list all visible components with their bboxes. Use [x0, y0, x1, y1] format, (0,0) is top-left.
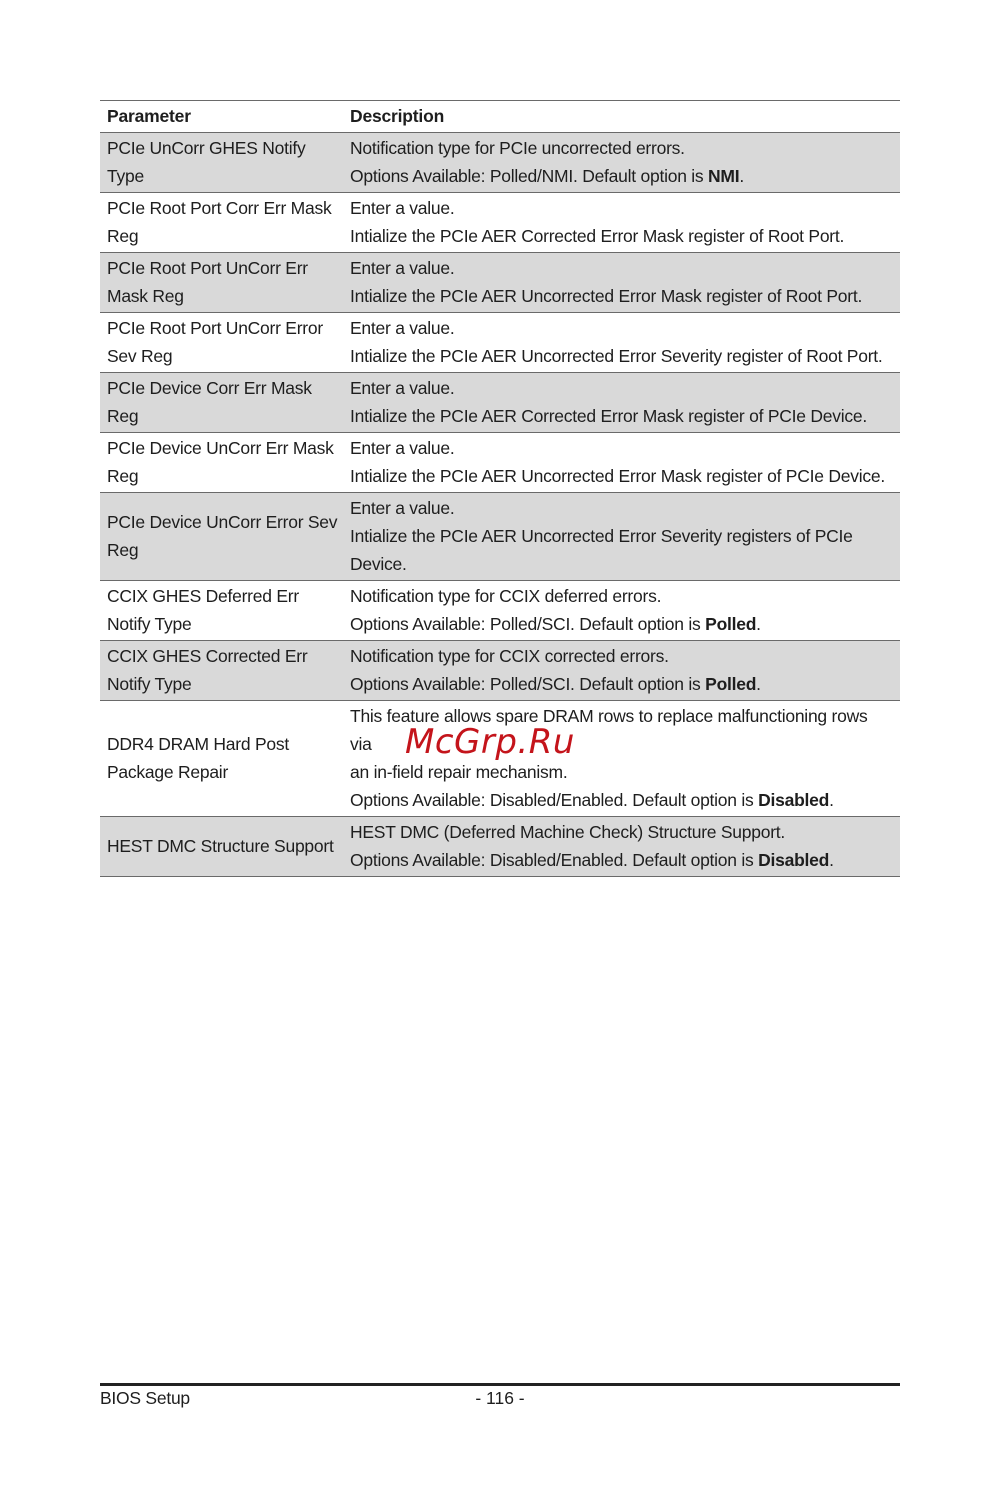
description-line	[350, 758, 892, 786]
description-line	[350, 282, 892, 310]
footer-page-number: - 116 -	[475, 1388, 525, 1408]
description-text: This feature allows spare DRAM rows to replace malfunctioning rows via	[350, 706, 868, 754]
header-parameter: Parameter	[107, 106, 191, 126]
description-line	[350, 254, 892, 282]
description-text: Enter a value.	[350, 498, 455, 518]
parameter-name-line: CCIX GHES Corrected Err	[107, 646, 308, 666]
table-row	[100, 253, 900, 313]
description-cell	[343, 133, 900, 193]
default-option-value: Polled	[705, 674, 757, 694]
parameter-cell	[100, 433, 343, 493]
description-text: Options Available: Disabled/Enabled. Default option is	[350, 850, 759, 870]
footer-divider	[100, 1383, 900, 1386]
description-line	[350, 162, 892, 190]
parameter-cell	[100, 313, 343, 373]
parameter-name-line: Reg	[107, 540, 139, 560]
parameter-name-line: Mask Reg	[107, 286, 184, 306]
description-line	[350, 134, 892, 162]
parameter-name-line: Notify Type	[107, 614, 192, 634]
description-text: Options Available: Polled/NMI. Default option is	[350, 166, 709, 186]
parameter-name-line: Reg	[107, 466, 139, 486]
description-line	[350, 314, 892, 342]
description-line	[350, 194, 892, 222]
table-row	[100, 373, 900, 433]
description-line	[350, 402, 892, 430]
parameter-cell	[100, 373, 343, 433]
parameter-name-line: Reg	[107, 226, 139, 246]
parameter-name-line: PCIe Device UnCorr Error Sev	[107, 512, 338, 532]
description-text: Intialize the PCIe AER Uncorrected Error Severity registers of PCIe	[350, 526, 853, 546]
description-text: Enter a value.	[350, 318, 455, 338]
bios-parameter-table-container	[100, 100, 900, 877]
parameter-name-line: PCIe Root Port UnCorr Err	[107, 258, 308, 278]
parameter-cell	[100, 641, 343, 701]
description-line	[350, 670, 892, 698]
description-text: Intialize the PCIe AER Uncorrected Error Severity register of Root Port.	[350, 346, 883, 366]
description-line	[350, 462, 892, 490]
table-row	[100, 817, 900, 877]
description-line	[350, 610, 892, 638]
description-line	[350, 522, 892, 550]
description-cell	[343, 193, 900, 253]
description-line	[350, 434, 892, 462]
description-text: Device.	[350, 554, 407, 574]
description-text-trailing: .	[756, 614, 761, 634]
description-line	[350, 582, 892, 610]
parameter-cell	[100, 253, 343, 313]
description-text: Intialize the PCIe AER Uncorrected Error Mask register of Root Port.	[350, 286, 863, 306]
parameter-cell	[100, 133, 343, 193]
parameter-name-line: Sev Reg	[107, 346, 173, 366]
table-body	[100, 133, 900, 877]
table-header-row	[100, 101, 900, 133]
parameter-name-line: DDR4 DRAM Hard Post	[107, 734, 289, 754]
description-cell	[343, 817, 900, 877]
description-text-trailing: .	[829, 790, 834, 810]
description-line	[350, 374, 892, 402]
description-line	[350, 786, 892, 814]
parameter-name-line: HEST DMC Structure Support	[107, 836, 334, 856]
table-row	[100, 493, 900, 581]
parameter-name-line: PCIe Root Port UnCorr Error	[107, 318, 323, 338]
description-text: Notification type for CCIX deferred errors.	[350, 586, 662, 606]
description-line	[350, 342, 892, 370]
description-cell	[343, 641, 900, 701]
parameter-name-line: PCIe Root Port Corr Err Mask	[107, 198, 332, 218]
description-cell	[343, 581, 900, 641]
description-cell	[343, 313, 900, 373]
parameter-name-line: PCIe Device Corr Err Mask	[107, 378, 312, 398]
description-text: Notification type for CCIX corrected errors.	[350, 646, 669, 666]
description-text: Intialize the PCIe AER Corrected Error Mask register of PCIe Device.	[350, 406, 867, 426]
parameter-name-line: PCIe UnCorr GHES Notify	[107, 138, 306, 158]
parameter-name-line: CCIX GHES Deferred Err	[107, 586, 299, 606]
table-row	[100, 313, 900, 373]
parameter-name-line: Package Repair	[107, 762, 229, 782]
description-text-trailing: .	[756, 674, 761, 694]
parameter-cell	[100, 493, 343, 581]
description-cell	[343, 253, 900, 313]
table-row	[100, 433, 900, 493]
description-line	[350, 846, 892, 874]
description-text: Intialize the PCIe AER Corrected Error Mask register of Root Port.	[350, 226, 845, 246]
description-text: Enter a value.	[350, 258, 455, 278]
watermark-logo: McGrp.Ru	[405, 722, 575, 762]
parameter-name-line: PCIe Device UnCorr Err Mask	[107, 438, 334, 458]
description-text: Options Available: Polled/SCI. Default option is	[350, 674, 706, 694]
description-text: HEST DMC (Deferred Machine Check) Structure Support.	[350, 822, 786, 842]
parameter-cell	[100, 701, 343, 817]
footer-section-title: BIOS Setup	[100, 1388, 190, 1408]
description-text: Enter a value.	[350, 438, 455, 458]
description-text: an in-field repair mechanism.	[350, 762, 568, 782]
default-option-value: NMI	[708, 166, 740, 186]
table-header	[100, 101, 900, 133]
parameter-cell	[100, 193, 343, 253]
table-row	[100, 641, 900, 701]
table-row	[100, 133, 900, 193]
table-row	[100, 581, 900, 641]
description-line	[350, 494, 892, 522]
table-row	[100, 701, 900, 817]
description-cell	[343, 373, 900, 433]
description-text: Enter a value.	[350, 378, 455, 398]
description-text: Options Available: Disabled/Enabled. Default option is	[350, 790, 759, 810]
description-text: Notification type for PCIe uncorrected errors.	[350, 138, 685, 158]
description-line	[350, 818, 892, 846]
description-text-trailing: .	[739, 166, 744, 186]
description-cell	[343, 433, 900, 493]
description-line	[350, 222, 892, 250]
header-description: Description	[350, 106, 445, 126]
description-line	[350, 550, 892, 578]
default-option-value: Polled	[705, 614, 757, 634]
default-option-value: Disabled	[758, 790, 830, 810]
bios-parameter-table	[100, 100, 900, 877]
parameter-name-line: Reg	[107, 406, 139, 426]
description-text: Intialize the PCIe AER Uncorrected Error Mask register of PCIe Device.	[350, 466, 885, 486]
description-text: Options Available: Polled/SCI. Default option is	[350, 614, 706, 634]
parameter-name-line: Notify Type	[107, 674, 192, 694]
description-cell	[343, 493, 900, 581]
description-text: Enter a value.	[350, 198, 455, 218]
default-option-value: Disabled	[758, 850, 830, 870]
table-row	[100, 193, 900, 253]
parameter-cell	[100, 817, 343, 877]
description-line	[350, 702, 892, 758]
description-cell	[343, 701, 900, 817]
description-line	[350, 642, 892, 670]
description-text-trailing: .	[829, 850, 834, 870]
parameter-name-line: Type	[107, 166, 144, 186]
parameter-cell	[100, 581, 343, 641]
